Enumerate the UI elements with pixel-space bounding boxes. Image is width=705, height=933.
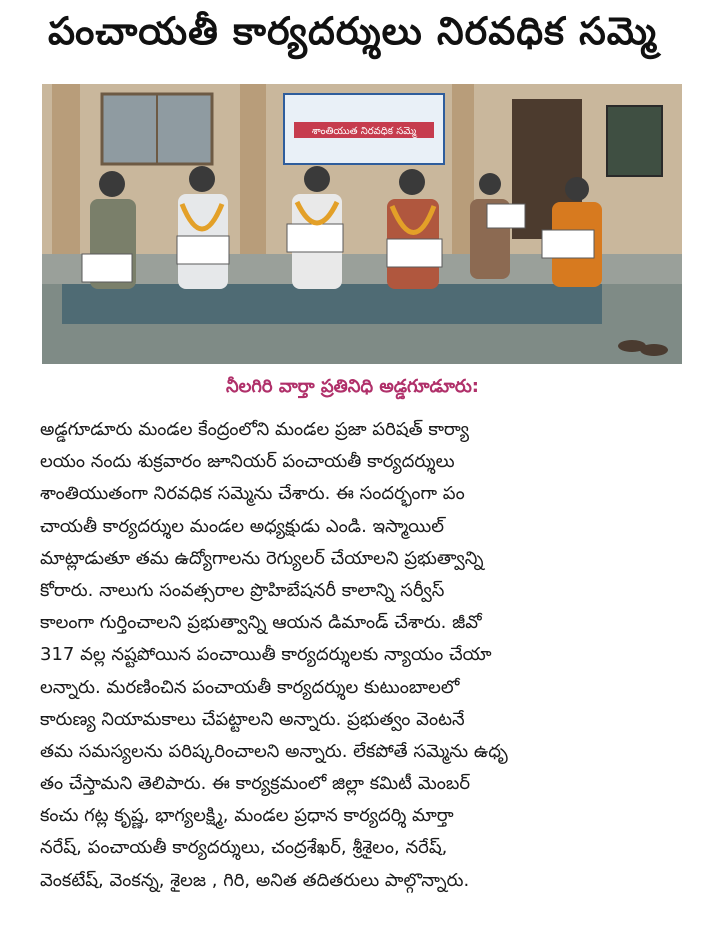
body-line: కంచు గట్ల కృష్ణ, భాగ్యలక్ష్మి, మండల ప్రధాన కార్యదర్శి మార్తా (40, 805, 454, 827)
body-line: నరేష్, పంచాయతీ కార్యదర్శులు, చంద్రశేఖర్, శ్రీశైలం, నరేష్, (40, 837, 448, 859)
body-line: మాట్లాడుతూ తమ ఉద్యోగాలను రెగ్యులర్ చేయాలని ప్రభుత్వాన్ని (40, 547, 484, 569)
body-line: కాలంగా గుర్తించాలని ప్రభుత్వాన్ని ఆయన డిమాండ్ చేశారు. జీవో (40, 612, 482, 634)
body-line: శాంతియుతంగా నిరవధిక సమ్మెను చేశారు. ఈ సందర్భంగా పం (40, 483, 465, 505)
body-line: చాయతీ కార్యదర్శుల మండల అధ్యక్షుడు ఎండి. ఇస్మాయిల్ (40, 515, 445, 537)
body-line: లన్నారు. మరణించిన పంచాయతీ కార్యదర్శుల కుటుంబాలలో (40, 676, 460, 698)
banner-text: శాంతియుత నిరవధిక సమ్మె (311, 126, 417, 137)
body-line: తమ సమస్యలను పరిష్కరించాలని అన్నారు. లేకపోతే సమ్మెను ఉధృ (40, 740, 508, 762)
body-line: అడ్డగూడూరు మండల కేంద్రంలోని మండల ప్రజా పరిషత్ కార్యా (40, 419, 470, 440)
body-line: తం చేస్తామని తెలిపారు. ఈ కార్యక్రమంలో జిల్లా కమిటీ మెంబర్ (40, 773, 471, 795)
body-line: కోరారు. నాలుగు సంవత్సరాల ప్రొహిబేషనరీ కాలాన్ని సర్వీస్ (40, 579, 445, 601)
body-line: వెంకటేష్, వెంకన్న, శైలజ , గిరి, అనిత తదితరులు పాల్గొన్నారు. (40, 869, 470, 891)
body-line: కారుణ్య నియామకాలు చేపట్టాలని అన్నారు. ప్రభుత్వం వెంటనే (40, 708, 465, 730)
article-body (40, 414, 680, 897)
news-photo (42, 84, 682, 364)
article-headline: పంచాయతీ కార్యదర్శులు నిరవధిక సమ్మె (48, 9, 657, 53)
body-line: లయం నందు శుక్రవారం జూనియర్ పంచాయతీ కార్యదర్శులు (40, 451, 455, 473)
article-byline: నీలగిరి వార్తా ప్రతినిధి అడ్డగూడూరు: (226, 376, 479, 397)
body-line: 317 వల్ల నష్టపోయిన పంచాయితీ కార్యదర్శులకు న్యాయం చేయా (40, 644, 492, 666)
